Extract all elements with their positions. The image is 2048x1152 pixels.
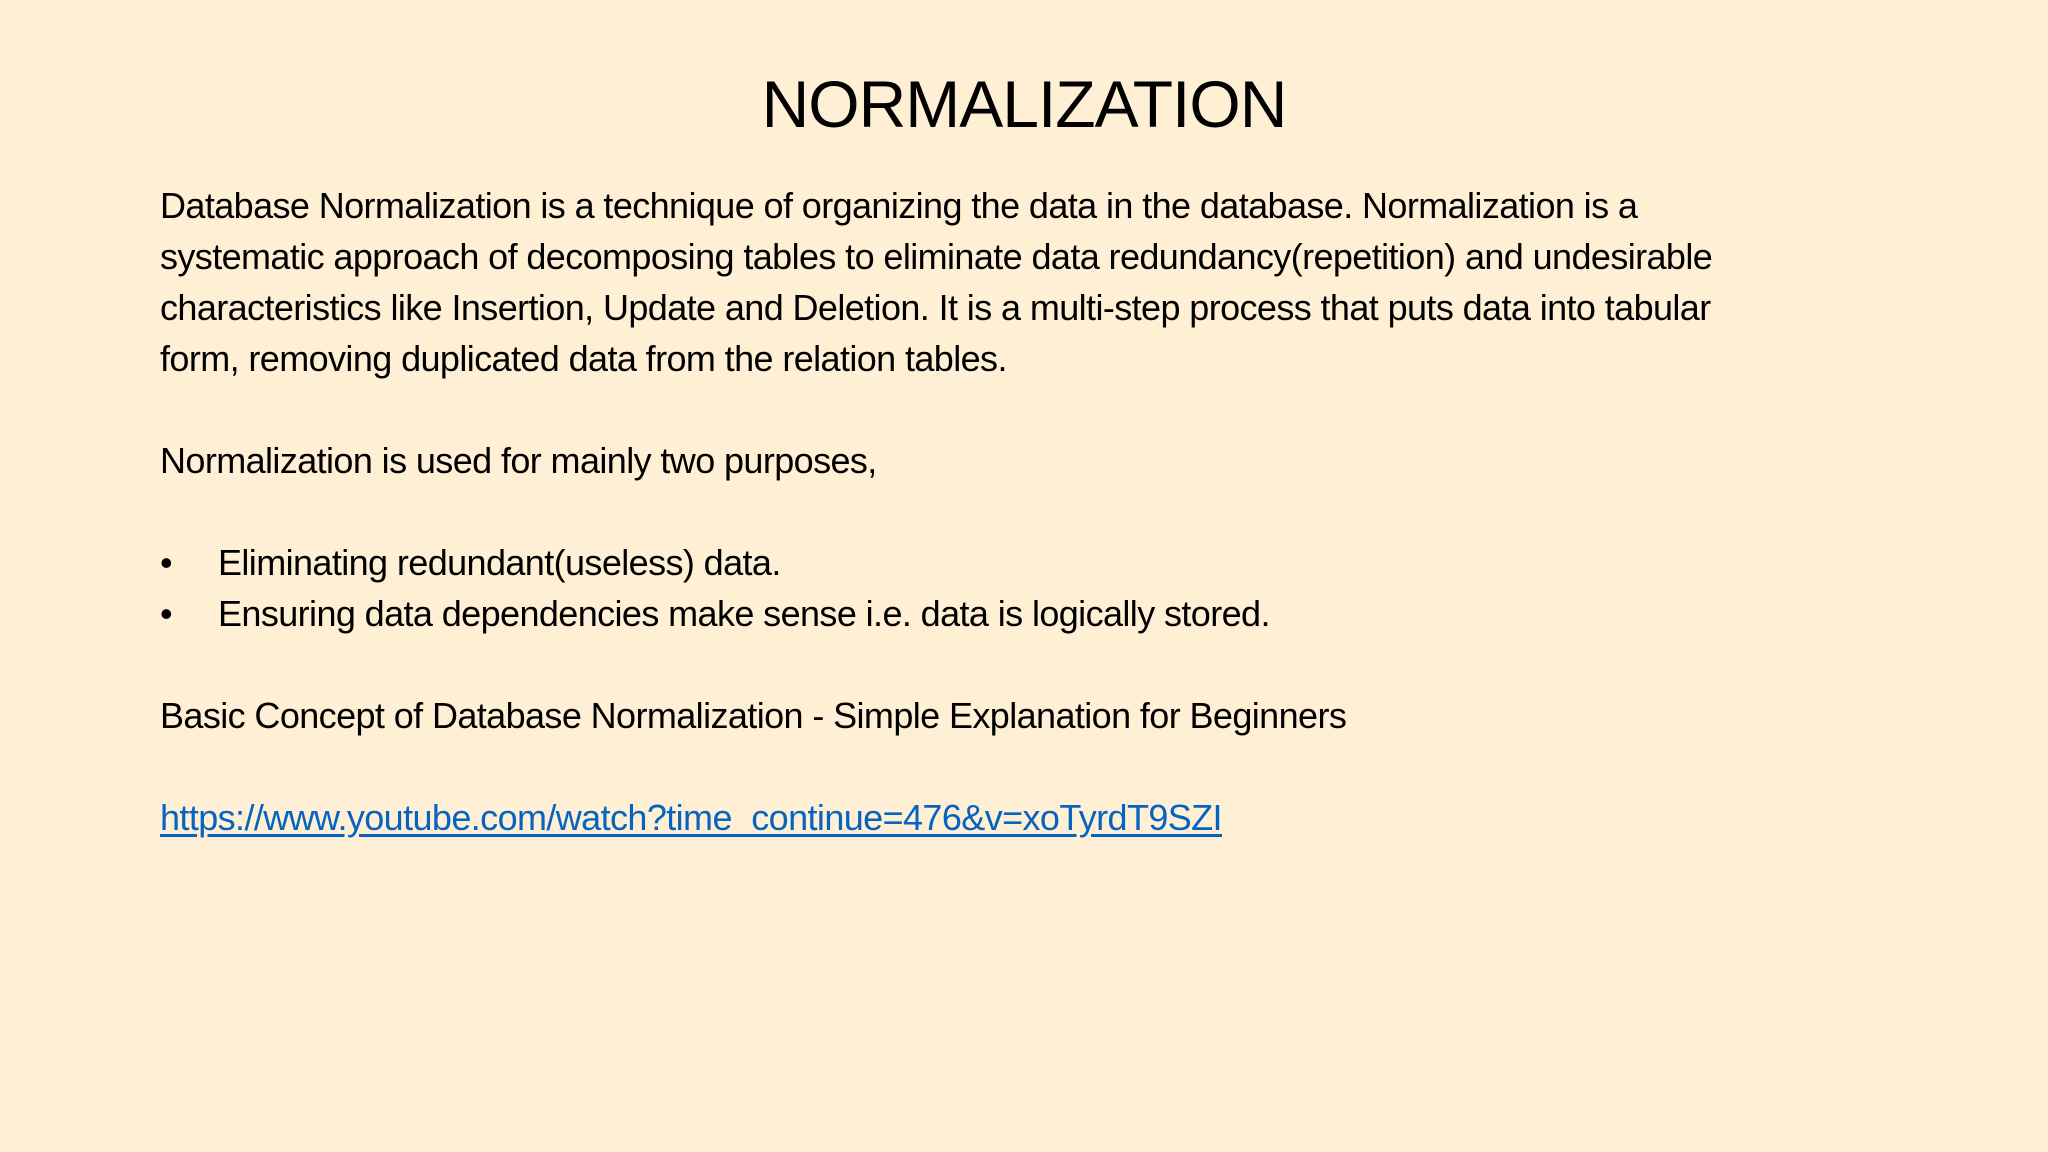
resource-link-line — [160, 792, 1960, 843]
bullet-icon: • — [160, 542, 173, 583]
paragraph-line: systematic approach of decomposing tables to eliminate data redundancy(repetition) and undesirable — [160, 236, 1713, 277]
spacer — [160, 486, 1960, 537]
list-item-text: Ensuring data dependencies make sense i.e. data is logically stored. — [218, 593, 1270, 634]
slide-body — [160, 180, 1960, 843]
spacer — [160, 639, 1960, 690]
paragraph-line: characteristics like Insertion, Update and Deletion. It is a multi-step process that puts data into tabular — [160, 287, 1711, 328]
slide-title: NORMALIZATION — [761, 67, 1287, 141]
list-item — [160, 588, 1960, 639]
paragraph-line: Database Normalization is a technique of organizing the data in the database. Normalization is a — [160, 185, 1638, 226]
purposes-intro: Normalization is used for mainly two purposes, — [160, 440, 877, 481]
spacer — [160, 384, 1960, 435]
purposes-list — [160, 537, 1960, 639]
spacer — [160, 741, 1960, 792]
paragraph-line: form, removing duplicated data from the relation tables. — [160, 338, 1007, 379]
resource-title: Basic Concept of Database Normalization - Simple Explanation for Beginners — [160, 695, 1347, 736]
youtube-link[interactable]: https://www.youtube.com/watch?time_continue=476&v=xoTyrdT9SZI — [160, 797, 1222, 838]
list-item — [160, 537, 1960, 588]
intro-paragraph — [160, 180, 1960, 384]
list-item-text: Eliminating redundant(useless) data. — [218, 542, 781, 583]
bullet-icon: • — [160, 593, 173, 634]
